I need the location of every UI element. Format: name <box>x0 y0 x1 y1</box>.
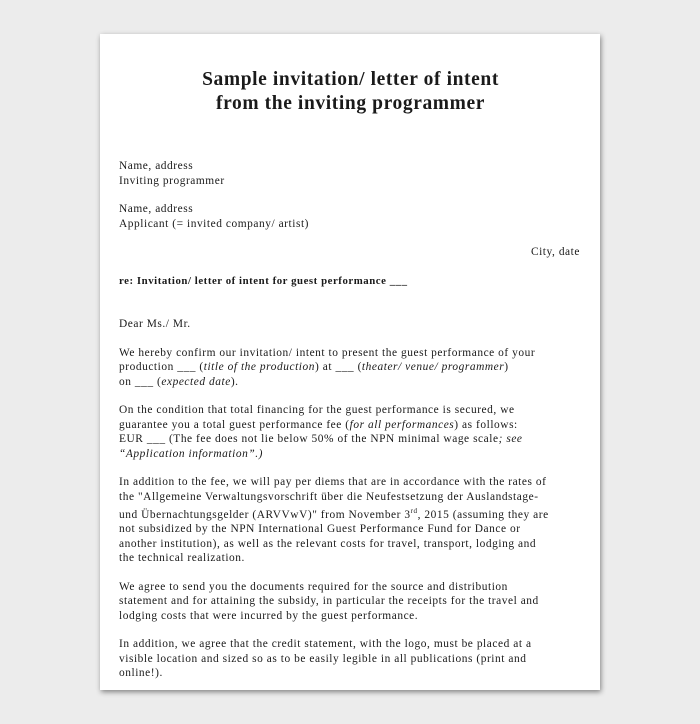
title-line-1: Sample invitation/ letter of intent <box>202 69 499 90</box>
paragraph-line: lodging costs that were incurred by the guest performance. <box>119 609 419 622</box>
paragraph-line: the technical realization. <box>119 552 245 565</box>
paragraph-fee <box>119 403 582 461</box>
paragraph-confirmation <box>119 346 582 390</box>
letter-page <box>100 34 600 690</box>
recipient-name: Name, address <box>119 203 194 215</box>
paragraph-line: statement and for attaining the subsidy, in particular the receipts for the travel and <box>119 595 539 608</box>
title-line-2: from the inviting programmer <box>216 93 485 114</box>
paragraph-per-diems <box>119 475 582 566</box>
recipient-role: Applicant (= invited company/ artist) <box>119 217 309 230</box>
paragraph-line: visible location and sized so as to be easily legible in all publications (print and <box>119 652 527 665</box>
paragraph-line: “Application information”.) <box>119 447 263 460</box>
sender-role: Inviting programmer <box>119 174 225 187</box>
sender-name: Name, address <box>119 160 194 172</box>
paragraph-line: We hereby confirm our invitation/ intent to present the guest performance of your <box>119 346 536 359</box>
paragraph-line: guarantee you a total guest performance fee (for all performances) as follows: <box>119 418 518 431</box>
paragraph-line: und Übernachtungsgelder (ARVVwV)" from November 3rd, 2015 (assuming they are <box>119 507 549 521</box>
paragraph-line: production ___ (title of the production) at ___ (theater/ venue/ programmer) <box>119 361 509 373</box>
salutation: Dear Ms./ Mr. <box>119 318 191 330</box>
subject-line: re: Invitation/ letter of intent for guest performance ___ <box>119 274 408 287</box>
paragraph-line: We agree to send you the documents required for the source and distribution <box>119 580 508 593</box>
city-date: City, date <box>530 246 580 258</box>
paragraph-line: online!). <box>119 667 163 680</box>
paragraph-line: another institution), as well as the relevant costs for travel, transport, lodging and <box>119 537 537 550</box>
paragraph-line: In addition, we agree that the credit statement, with the logo, must be placed at a <box>119 638 532 651</box>
paragraph-documents <box>119 580 582 624</box>
paragraph-line: not subsidized by the NPN International Guest Performance Fund for Dance or <box>119 523 521 536</box>
paragraph-line: On the condition that total financing for the guest performance is secured, we <box>119 404 515 416</box>
paragraph-line: the "Allgemeine Verwaltungsvorschrift über die Neufestsetzung der Auslandstage- <box>119 490 539 503</box>
paragraph-line: EUR ___ (The fee does not lie below 50% of the NPN minimal wage scale; see <box>119 433 523 445</box>
sender-address <box>119 159 582 188</box>
paragraph-line: on ___ (expected date). <box>119 375 239 388</box>
paragraph-credit <box>119 637 582 681</box>
page-title <box>119 68 582 116</box>
paragraph-line: In addition to the fee, we will pay per diems that are in accordance with the rates of <box>119 476 547 488</box>
recipient-address <box>119 202 582 231</box>
